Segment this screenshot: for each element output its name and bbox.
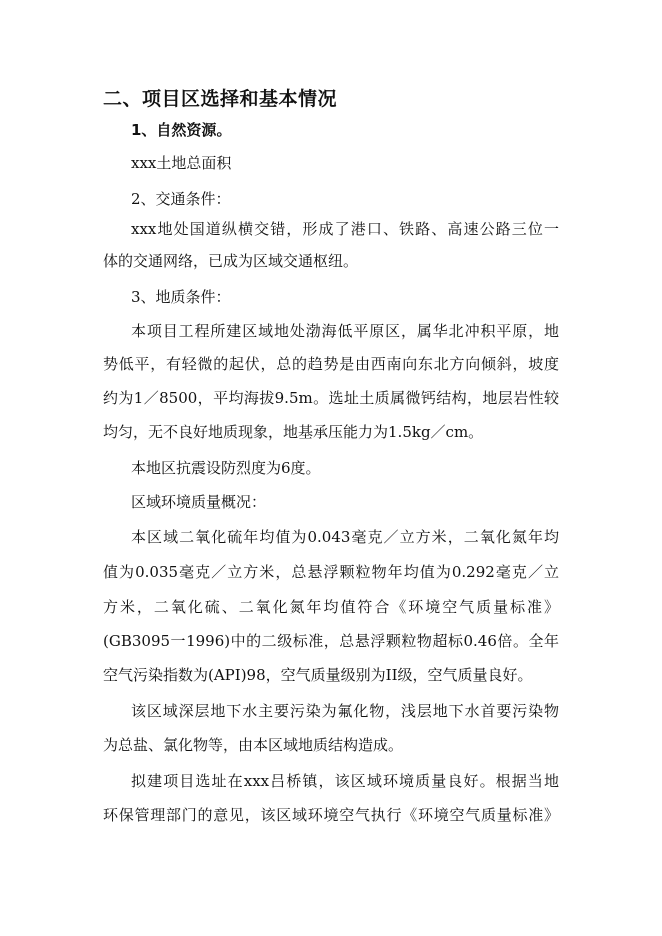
air-quality-line: 值为0.035毫克／立方米，总悬浮颗粒物年均值为0.292毫克／立 <box>103 563 559 581</box>
geology-paragraph-line: 约为1／8500，平均海拔9.5m。选址土质属微钙结构，地层岩性较 <box>103 389 559 407</box>
geology-title: 3、地质条件： <box>131 288 231 306</box>
air-quality-line: 本区域二氧化硫年均值为0.043毫克／立方米，二氧化氮年均 <box>131 528 559 546</box>
environment-title: 区域环境质量概况： <box>131 493 267 511</box>
site-selection-line: 环保管理部门的意见，该区域环境空气执行《环境空气质量标准》 <box>103 806 559 824</box>
groundwater-line: 该区域深层地下水主要污染为氟化物，浅层地下水首要污染物 <box>131 702 559 720</box>
section-heading: 二、项目区选择和基本情况 <box>103 88 338 110</box>
air-quality-line: 方米，二氧化硫、二氧化氮年均值符合《环境空气质量标准》 <box>103 598 559 616</box>
seismic-text: 本地区抗震设防烈度为6度。 <box>131 459 321 477</box>
natural-resources-title: 1、自然资源。 <box>131 121 232 139</box>
geology-paragraph-line: 本项目工程所建区域地处渤海低平原区，属华北冲积平原，地 <box>131 322 559 340</box>
transport-paragraph-line: xxx地处国道纵横交错，形成了港口、铁路、高速公路三位一 <box>131 220 559 238</box>
geology-paragraph-line: 势低平，有轻微的起伏，总的趋势是由西南向东北方向倾斜，坡度 <box>103 355 559 373</box>
transport-title: 2、交通条件： <box>131 190 231 208</box>
groundwater-line: 为总盐、氯化物等，由本区域地质结构造成。 <box>103 736 404 754</box>
geology-paragraph-line: 均匀，无不良好地质现象，地基承压能力为1.5kg／cm。 <box>103 423 484 441</box>
land-area-text: xxx土地总面积 <box>131 154 232 172</box>
air-quality-line: (GB3095一1996)中的二级标准，总悬浮颗粒物超标0.46倍。全年 <box>103 632 559 650</box>
transport-paragraph-line: 体的交通网络，已成为区域交通枢纽。 <box>103 252 359 270</box>
air-quality-line: 空气污染指数为(API)98，空气质量级别为II级，空气质量良好。 <box>103 666 533 684</box>
site-selection-line: 拟建项目选址在xxx吕桥镇，该区域环境质量良好。根据当地 <box>131 772 559 790</box>
